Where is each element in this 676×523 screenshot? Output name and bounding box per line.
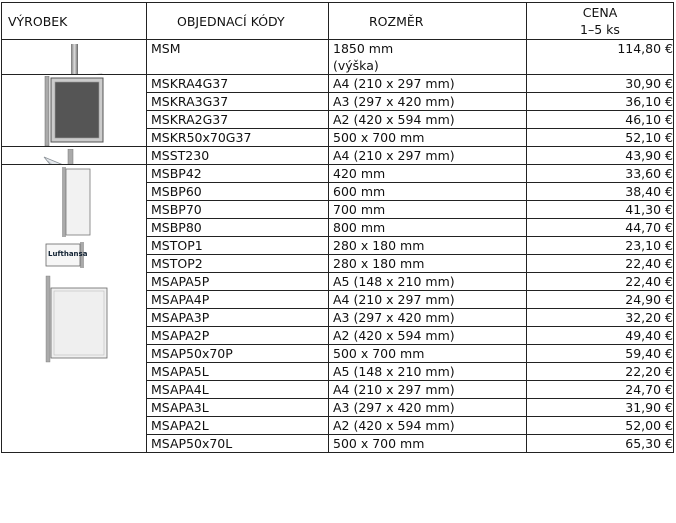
order-code: MSBP80 <box>147 219 329 237</box>
order-code: MSST230 <box>147 147 329 165</box>
size-value: A3 (297 x 420 mm) <box>329 93 527 111</box>
order-code: MSKRA3G37 <box>147 93 329 111</box>
price-value: 65,30 € <box>527 435 674 453</box>
size-value: 500 x 700 mm <box>329 435 527 453</box>
order-code: MSAP50x70P <box>147 345 329 363</box>
order-code: MSAPA5P <box>147 273 329 291</box>
brochure-holder-icon <box>38 149 114 165</box>
size-value: A2 (420 x 594 mm) <box>329 417 527 435</box>
price-value: 46,10 € <box>527 111 674 129</box>
size-value: 500 x 700 mm <box>329 345 527 363</box>
price-value: 33,60 € <box>527 165 674 183</box>
order-code: MSAPA4P <box>147 291 329 309</box>
table-row <box>2 75 674 93</box>
table-row <box>2 147 674 165</box>
price-value: 22,40 € <box>527 255 674 273</box>
price-value: 30,90 € <box>527 75 674 93</box>
price-value: 44,70 € <box>527 219 674 237</box>
price-value: 23,10 € <box>527 237 674 255</box>
price-value: 22,40 € <box>527 273 674 291</box>
size-note: (výška) <box>333 58 379 73</box>
price-value: 38,40 € <box>527 183 674 201</box>
price-value: 41,30 € <box>527 201 674 219</box>
price-value: 24,70 € <box>527 381 674 399</box>
price-value: 31,90 € <box>527 399 674 417</box>
size-value: 800 mm <box>329 219 527 237</box>
size-value: 280 x 180 mm <box>329 237 527 255</box>
order-code: MSAPA4L <box>147 381 329 399</box>
size-value: A2 (420 x 594 mm) <box>329 327 527 345</box>
size-value: A4 (210 x 297 mm) <box>329 147 527 165</box>
product-image-cell <box>2 165 147 453</box>
floor-stand-icon <box>40 44 110 75</box>
table-row <box>2 40 674 75</box>
price-value: 43,90 € <box>527 147 674 165</box>
price-value: 32,20 € <box>527 309 674 327</box>
order-code: MSAPA3L <box>147 399 329 417</box>
product-image-cell <box>2 40 147 75</box>
price-value: 59,40 € <box>527 345 674 363</box>
order-code: MSTOP1 <box>147 237 329 255</box>
size-value: A2 (420 x 594 mm) <box>329 111 527 129</box>
header-product: VÝROBEK <box>2 3 147 40</box>
order-code: MSM <box>147 40 329 75</box>
order-code: MSAPA5L <box>147 363 329 381</box>
header-price-line1: CENA <box>582 5 618 20</box>
sign-panels-icon <box>42 166 114 366</box>
price-value: 114,80 € <box>527 40 674 75</box>
order-code: MSAP50x70L <box>147 435 329 453</box>
size-value: A4 (210 x 297 mm) <box>329 381 527 399</box>
order-code: MSAPA3P <box>147 309 329 327</box>
order-code: MSKRA2G37 <box>147 111 329 129</box>
order-code: MSBP70 <box>147 201 329 219</box>
size-value: 420 mm <box>329 165 527 183</box>
size-value: 500 x 700 mm <box>329 129 527 147</box>
order-code: MSBP42 <box>147 165 329 183</box>
size-value: A4 (210 x 297 mm) <box>329 75 527 93</box>
price-value: 52,00 € <box>527 417 674 435</box>
size-value: A5 (148 x 210 mm) <box>329 273 527 291</box>
header-price <box>527 3 674 40</box>
order-code: MSKR50x70G37 <box>147 129 329 147</box>
product-image-cell <box>2 147 147 165</box>
header-price-line2: 1–5 ks <box>580 22 620 37</box>
poster-frame-icon <box>42 76 106 146</box>
price-value: 49,40 € <box>527 327 674 345</box>
lufthansa-logo: Lufthansa <box>48 250 88 258</box>
order-code: MSTOP2 <box>147 255 329 273</box>
size-value: A3 (297 x 420 mm) <box>329 399 527 417</box>
header-codes: OBJEDNACÍ KÓDY <box>147 3 329 40</box>
price-value: 36,10 € <box>527 93 674 111</box>
size-value: A4 (210 x 297 mm) <box>329 291 527 309</box>
header-size: ROZMĚR <box>329 3 527 40</box>
size-value: A3 (297 x 420 mm) <box>329 309 527 327</box>
product-image-cell <box>2 75 147 147</box>
size-value: 1850 mm <box>333 41 394 56</box>
size-value: 600 mm <box>329 183 527 201</box>
order-code: MSAPA2L <box>147 417 329 435</box>
table-row <box>2 165 674 183</box>
size-value: 280 x 180 mm <box>329 255 527 273</box>
order-code: MSAPA2P <box>147 327 329 345</box>
size-cell <box>329 40 527 75</box>
order-code: MSKRA4G37 <box>147 75 329 93</box>
price-table <box>1 2 674 453</box>
price-value: 22,20 € <box>527 363 674 381</box>
header-row <box>2 3 674 40</box>
order-code: MSBP60 <box>147 183 329 201</box>
size-value: 700 mm <box>329 201 527 219</box>
size-value: A5 (148 x 210 mm) <box>329 363 527 381</box>
price-value: 24,90 € <box>527 291 674 309</box>
price-value: 52,10 € <box>527 129 674 147</box>
